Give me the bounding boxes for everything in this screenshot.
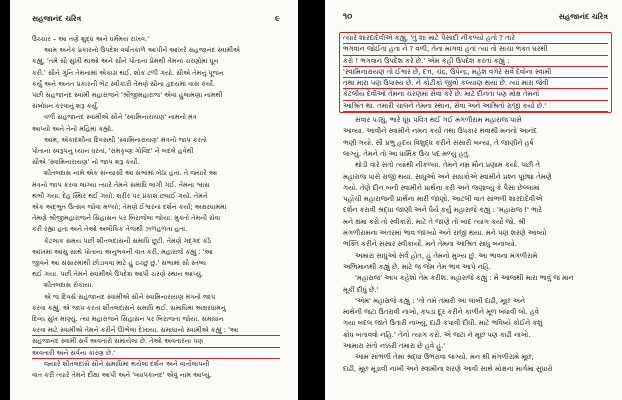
text-line: ઉચ્ચાર – આ તણે શુદ્ધ અને ધર્મમય રાખવ.' — [32, 35, 150, 43]
text-line: સંબોધન કરવાનું શરૂ કર્યું. — [32, 102, 99, 111]
text-line: કેટલાક સમય પછી શીતલદાસની સમાધિ છૂટી. તેમણે ગદ્ગદ કંઠે — [44, 236, 212, 245]
running-head — [32, 14, 280, 24]
boxed-text-line: આશ્રિત થા. તમારી ચાલને તેમના સ્થાન, સેવા અને આશ્રિતો રાજી કર્યા છે.' — [343, 101, 608, 112]
text-line: પહોંચી મહારાજની પ્રાર્થના મારી જાણો. આટલી વાત સાંભળી શારદાદેવીએ — [343, 195, 543, 204]
running-head — [343, 12, 608, 22]
text-line: કર્યું અને અનંત પ્રકારની ભેટ સ્વીકારી તેમણે સૌના હૃદયમાં વાસ કર્યો. — [32, 79, 215, 88]
text-line: વળી સહજાનંદ સ્વામીએ સૌને 'સ્વામિનારાયણ' નામનો મંત્ર — [44, 113, 197, 122]
page-text — [343, 115, 608, 375]
text-line: ગયા બદલ જાતે ઉતારી નાખ્યું, દાઢી કપાવી દીધી. માટે ભવિષ્યે કોઈને કશું — [343, 319, 543, 328]
text-line: કરી રહ્યા હતા અને તેઓ અલૌકિક તેજથી ઝળહળતા હતા. — [32, 225, 188, 234]
text-line: વાત કરી ત્યારે તેમને દીક્ષા આપી અને 'વ્યાપકાનંદ' એવું નામ આપ્યું. — [32, 371, 212, 380]
text-line: પછી સહજાનંદ સ્વામી મહારાજને 'શ્રીજીમહારાજ' એવા હુલામણા નામથી — [32, 91, 223, 100]
text-line: જ્યારે શીતલદાસે સૌને સમાધિમાં થયેલાં દર્શન અને વાર્તાલાપની — [44, 359, 210, 368]
text-line: દર્શન કરાવી શ્રદ્ધા જાણી અને ધૈર્ય કર્યું મહારાજે કહ્યું : 'મહારાજ !' ભારે — [343, 206, 542, 215]
underlined-text-line: કરવા માટે સ્વામીએ તેમને કરીને ઊભેલા દેખાયા. સમાધાનો સ્વામીએ કહ્યું : 'આ — [32, 325, 280, 336]
text-line: ગયો. તેણે દીન બની સ્વામીને પ્રાર્થના કરી અને જણાવ્યું કે પૈસા છેલ્લામાં — [343, 183, 540, 192]
text-line: ભક્તિ કરીને સંસાર સ્વીકાર્યો. મને તેમના આશ્રિત સાધુ બનાવ્યો. — [343, 240, 517, 249]
running-title: સહજાનંદ ચરિત્ર — [32, 14, 82, 23]
boxed-text-line: ભગવાન જોઈતા હતા ને ? વળી, તેના માગવાં હતાં ત્યાં તો સાચા ભક્ત ઘરથી — [343, 44, 608, 55]
underlined-text-line: અવતારી અને સર્વના કારણ છે.' — [32, 348, 280, 359]
text-line: લાગ્યું. તેમને તો આ ધાર્મિક ઉંચ પદ મળ્યું હતું. — [343, 149, 471, 158]
text-line: 'એમ' મહારાજે કહ્યું : 'તો તમે તમારી આ લાંબી દાઢી, મૂછ અને — [355, 296, 526, 305]
text-line: એક અદ્ભુત ઉત્સવ જોવા મળ્યો; તેમણે ઈશ્વરનાં દર્શન કર્યાં; અક્ષરધામમાં — [32, 203, 227, 212]
boxed-text-line: કેટલીય દેવીઓ તેમના ચરણમાં સેવા કરે છે. માટે દીનતા પણ મોક્ષ તેમનો — [343, 89, 608, 100]
underlined-text-line: સહજાનંદ સ્વામી સર્વે અવતારો સમાયેલા છે. તેઓ અવતારના પણ — [32, 336, 280, 347]
text-line: મૂકી દીધું છે.' — [343, 285, 379, 294]
text-line: કરવા કહ્યું. એ જાપ કરતાં શીતલદાસને સમાધિ થઈ. સમાધિમાં અક્ષરધામનું — [32, 303, 226, 312]
text-line: થંભી ગયા. દેહ સ્થિર થઈ ગયો. શરીર પર પ્રકાશ છવાઈ ગયો. તેમને — [32, 191, 208, 200]
page-number: ૯ — [274, 14, 280, 24]
text-line: આમ સાંભળી તેમાં શ્રદ્ધા ઉભરાવા લાગ્યો. મન થી મંગળીરામે મૂછ, — [355, 353, 534, 362]
text-line: અમારા સાધુઓ સર્વ હોત, હું તેમનો મુખ્ય છું. આ ભાવના મંગળીરામે — [355, 251, 538, 260]
boxed-text-line: 'સ્વામિનારાયણ તો ઈશ્વર છે, દત્ત, ચંદ્ર, ઉપેન્દ્ર, મહેશ વગેરે સર્વે દેવોના સ્વામી — [343, 67, 608, 78]
page-number: ૧૦ — [343, 12, 353, 22]
text-line: દાઢી, મૂછ મૂંડાવી નાખી અને સ્વામીના શરણે આવી સાથે મોક્ષના માર્ગમાં સુધારો — [343, 364, 553, 373]
text-line: કરી.' સૌને ગુનિ તેમનામાં એકાગ્ર થઈ. શોક ટળી ગયો. સૌએ તેમનું પૂજન — [32, 68, 224, 77]
text-line: આમારા સંતો નક્કરી તમારા છે હવે હું.' — [343, 342, 446, 351]
boxed-text-line: કરો ! ભગવાન ઉપદેશ કરે છે.' એમ કહી ઉપદેશ કરતાં કહ્યું : — [343, 56, 608, 67]
text-line: પોતાના સ્વરૂપનું ધ્યાન ધરતાં, 'રામકૃષ્ણ ગોવિંદ' ને બદલે હવેથી — [32, 147, 194, 156]
text-line: થઈ ગયા. પછી તેમને સ્વામીએ ઉપદેશ આપી ચરણે સ્થાન આપ્યું. — [32, 270, 204, 279]
running-title: સહજાનંદ ચરિત્ર — [558, 12, 608, 21]
left-book-page — [10, 0, 298, 400]
page-text — [32, 34, 280, 381]
text-line: અભિમાનથી કહ્યું છે. માટે જ જેમ તેમ ભાવ આપે નહિ. — [343, 262, 492, 271]
highlighted-passage-box — [339, 32, 612, 113]
boxed-text-line: તથા મારા પણ ઉપાસ્ય છે. ને કોટીકો જીવો કલ્યાણ થયાં છે. ત્યાં મારા જેવી — [343, 78, 608, 89]
text-line: મને ક્ષમા કરો તો સ્વીકારો. માટે તે જાણે તો બાદ ત્યાગ કર્યો જો. શ્રી — [343, 217, 526, 226]
text-line: સવાર પડ્યું, ભારે ધૂંધ પવિત્ર થઈ ગઈ મંગળીરામ મહારાજ પાસે — [355, 116, 522, 125]
text-line: તેમણે શ્રીજીમહારાજને સિંહાસન પર બિરાજેલા જોયા. મુક્તો તેમની સેવા — [32, 214, 221, 223]
text-line: જીવને આ સંસારમાંથી છોડાવવા માટે હું ઇચ્છું છું.' સભામાં સૌ સ્તબ્ધ — [32, 259, 207, 268]
boxed-text-line: ત્યારે શારદાદેવીએ કહ્યું, 'તું શા માટે પૈસાદી નીકળ્યો હતો ? તારે — [343, 33, 608, 44]
text-line: આપ્યો અને તેનો મહિમા કહ્યો. — [32, 124, 114, 133]
text-line: 'મહારાજ' આપ કહેશો તેમ કરીશ. મહારાજે કહ્યું : મેં આજથી મારા ભાવું જ માન — [355, 274, 574, 283]
text-line: માથેની જટા ઉતરાવી નાખો, કપડાં દૂર કરીને કાળીને મૂળ બંધાવી લો. હવે — [343, 308, 539, 317]
text-line: ક્રોધ બતાવવો નહિ.' તેનો ત્યાગ કરો. એ જટા ને મૂછ પણ કાઢી નાખો. — [343, 330, 531, 339]
text-line: દિવ્ય સુખ માણ્યું. ત્યાં મહારાજને સિંહાસન પર બિરાજતા જોયા. સમાધાન — [32, 315, 224, 324]
text-line: મહારાજ પાસે રાજી થયા. સાધુઓ અને સાધકોએ સ્વામીને પ્રશ્ન પૂછ્યા તેમણે — [343, 172, 552, 181]
text-line: શીતલદાસ રોકાયા. — [44, 281, 94, 290]
right-book-page — [325, 0, 622, 400]
text-line: આવ્યા. આવીને સ્વામીને નમન કર્યાં તથા ઉપકાર થવાથી મનનો આનંદ — [343, 127, 537, 136]
text-line: શીતલદાસ નામે એક સંન્યાસી આ સભામાં બેઠા હતા. તે જ્યારે આ — [44, 169, 218, 178]
text-line: કહ્યું, 'તમે સૌ સુખી થાઓ અને સૌને પોતાના પ્રેમથી તેમનાં ચરણોમાં ધૂન — [32, 57, 219, 66]
text-line: સૌએ 'સ્વામિનારાયણ' નો જાપ શરૂ કર્યો. — [32, 158, 140, 167]
text-line: ભણી ગયો. સૌ પ્રભુ હૃદય વિશુદ્ધ કરીને સંસારી બન્યા, તે જાણીને હર્ષ — [343, 138, 534, 147]
text-line: મંગળીરામના અંતરમાં ભાવ જાગ્યો અને રાજી થયા. મને પણ શરણે આવ્યો — [343, 229, 547, 238]
text-line: એ જ દિવસે સહજાનંદ સ્વામીએ સૌને સ્વામિનારાયણ મંત્રનો જાપ — [44, 292, 216, 301]
text-line: થોડી વારે સંતો ત્યાંથી નીકળ્યા. તેમને નમ્ર મૌન પ્રણામ કર્યા. પછી તે — [355, 161, 540, 170]
text-line: આંખમાં આંસુ સાથે પોતાના અનુભવની વાત કરી. મહારાજે કહ્યું : 'આ — [32, 247, 213, 256]
text-line: મંત્રનો જાપ કરવા લાગ્યા ત્યારે તેમને સમાધિ લાગી ગઈ. તેમના શ્વાસ — [32, 180, 210, 189]
text-line: આમ, એકાદશીના દિવસથી 'સ્વામિનારાયણ' મંત્રનો જાપ કરતો — [44, 135, 207, 144]
text-line: આમ અનેક પ્રકારનો ઉપદેશ વર્ષાતકાળે આપીને આખરે સહજાનંદ સ્વામીએ — [44, 46, 241, 55]
